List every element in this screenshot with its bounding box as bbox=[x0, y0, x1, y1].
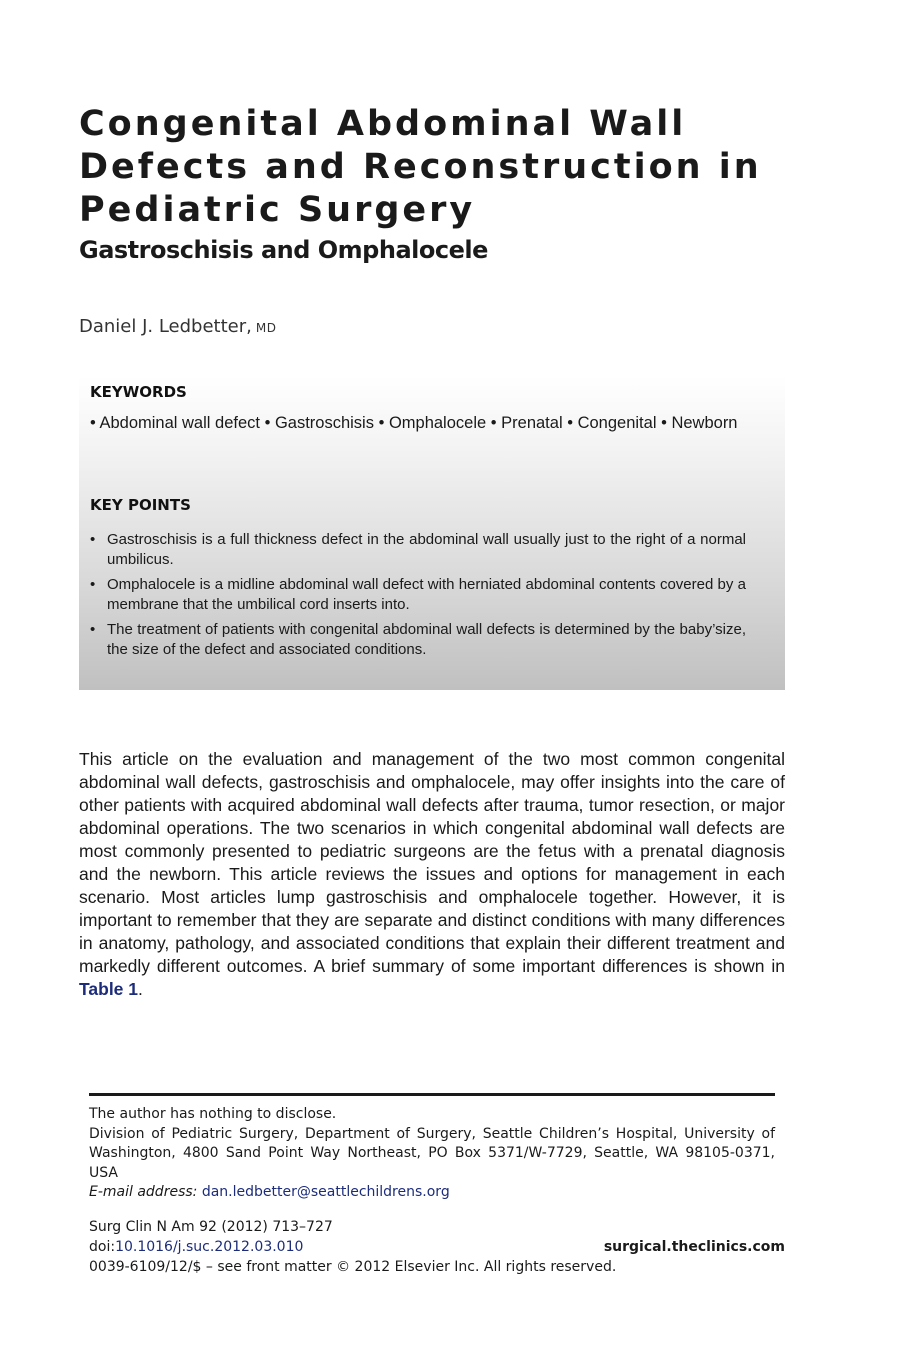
keywords-list bbox=[90, 412, 770, 434]
email-label: E-mail address: bbox=[89, 1184, 198, 1200]
body-paragraph: This article on the evaluation and management of the two most common congenital abdominal wall defects, gastroschisis and omphalocele, may offer insights into the care of other patients with acquired abdominal wall defects after trauma, tumor resection, or major abdominal operations. The two scenarios in which congenital abdominal wall defects are most commonly presented to pediatric surgeons are the fetus with a prenatal diagnosis and the newborn. This article reviews the issues and options for management in each scenario. Most articles lump gastroschisis and omphalocele together. However, it is important to remember that they are separate and distinct conditions with many differences in anatomy, pathology, and associated conditions that explain their different treatment and markedly different outcomes. A brief summary of some important differences is shown in Table 1. bbox=[79, 749, 785, 999]
keyword-bullet: • bbox=[90, 414, 96, 432]
keyword-bullet: • bbox=[490, 414, 497, 432]
key-point-bullet: • bbox=[90, 621, 96, 638]
keyword-bullet: • bbox=[567, 414, 573, 432]
keyword-item: • Omphalocele bbox=[378, 414, 487, 432]
article-title bbox=[79, 103, 839, 232]
keyword-bullet: • bbox=[661, 414, 667, 432]
doi-link[interactable]: 10.1016/j.suc.2012.03.010 bbox=[115, 1239, 304, 1255]
table-1-link[interactable]: Table 1 bbox=[79, 979, 139, 999]
key-point-bullet: • bbox=[90, 531, 96, 548]
author-name: Daniel J. Ledbetter, bbox=[79, 316, 252, 337]
author-degree: MD bbox=[255, 321, 277, 335]
email-line bbox=[89, 1183, 775, 1203]
keyword-bullet: • bbox=[378, 414, 385, 432]
disclosure-note: The author has nothing to disclose. bbox=[89, 1106, 337, 1122]
footnotes bbox=[89, 1105, 775, 1203]
citation-block bbox=[89, 1217, 785, 1277]
author-line bbox=[79, 316, 276, 337]
article-subtitle: Gastroschisis and Omphalocele bbox=[79, 236, 488, 264]
journal-citation: Surg Clin N Am 92 (2012) 713–727 bbox=[89, 1219, 333, 1235]
title-line-2: Defects and Reconstruction in bbox=[79, 147, 762, 187]
key-points-heading: KEY POINTS bbox=[90, 496, 191, 514]
key-point-item: • Gastroschisis is a full thickness defect in the abdominal wall usually just to the right of a normal umbilicus. bbox=[90, 531, 746, 568]
keyword-item: • Congenital bbox=[567, 414, 657, 432]
title-line-3: Pediatric Surgery bbox=[79, 190, 476, 230]
keywords-keypoints-box bbox=[79, 376, 785, 690]
doi-row bbox=[89, 1237, 785, 1257]
doi-prefix: doi: bbox=[89, 1239, 116, 1255]
copyright-line: 0039-6109/12/$ – see front matter © 2012 Elsevier Inc. All rights reserved. bbox=[89, 1259, 617, 1275]
keyword-item: • Gastroschisis bbox=[264, 414, 374, 432]
title-line-1: Congenital Abdominal Wall bbox=[79, 104, 687, 144]
keywords-heading: KEYWORDS bbox=[90, 383, 187, 401]
keyword-item: • Prenatal bbox=[490, 414, 563, 432]
keyword-item: • Newborn bbox=[661, 414, 738, 432]
keyword-item: • Abdominal wall defect bbox=[90, 414, 260, 432]
key-point-item: • The treatment of patients with congenital abdominal wall defects is determined by the baby’size, the size of the defect and associated conditions. bbox=[90, 621, 746, 658]
affiliation-note: Division of Pediatric Surgery, Department of Surgery, Seattle Children’s Hospital, University of Washington, 4800 Sand Point Way Northeast, PO Box 5371/W-7729, Seattle, WA 98105-0371, USA bbox=[89, 1125, 775, 1181]
key-point-bullet: • bbox=[90, 576, 96, 593]
footnote-divider bbox=[89, 1093, 775, 1096]
journal-website[interactable]: surgical.theclinics.com bbox=[603, 1239, 785, 1255]
email-link[interactable]: dan.ledbetter@seattlechildrens.org bbox=[201, 1184, 450, 1200]
keyword-bullet: • bbox=[264, 414, 271, 432]
key-point-item: • Omphalocele is a midline abdominal wall defect with herniated abdominal contents covered by a membrane that the umbilical cord inserts into. bbox=[90, 576, 746, 613]
key-points-list bbox=[90, 530, 746, 665]
